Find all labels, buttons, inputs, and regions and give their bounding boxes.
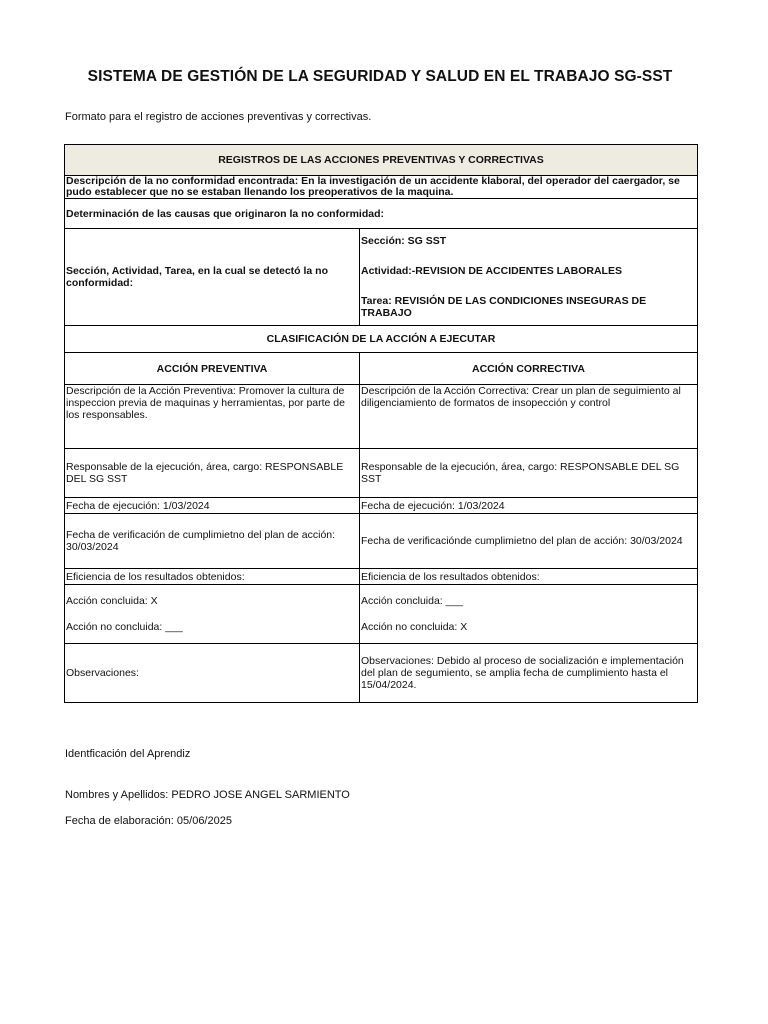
apprentice-names: Nombres y Apellidos: PEDRO JOSE ANGEL SARMIENTO	[65, 789, 350, 801]
activity-value: Actividad:-REVISION DE ACCIDENTES LABORALES	[361, 265, 622, 277]
document-title: SISTEMA DE GESTIÓN DE LA SEGURIDAD Y SALUD EN EL TRABAJO SG-SST	[87, 68, 673, 85]
corrective-execution-date: Fecha de ejecución: 1/03/2024	[360, 498, 698, 514]
classification-header: CLASIFICACIÓN DE LA ACCIÓN A EJECUTAR	[65, 326, 698, 353]
preventive-efficiency: Eficiencia de los resultados obtenidos:	[65, 569, 360, 585]
responsible-row	[65, 449, 698, 498]
preventive-description: Descripción de la Acción Preventiva: Promover la cultura de inspeccion previa de maquinas y herramientas, por parte de los responsables.	[65, 385, 360, 449]
verification-date-row	[65, 514, 698, 569]
action-headers-row	[65, 353, 698, 385]
preventive-concluded: Acción concluida: X	[66, 595, 158, 607]
corrective-responsible: Responsable de la ejecución, área, cargo: RESPONSABLE DEL SG SST	[360, 449, 698, 498]
efficiency-row	[65, 569, 698, 585]
preventive-responsible: Responsable de la ejecución, área, cargo: RESPONSABLE DEL SG SST	[65, 449, 360, 498]
preventive-observations: Observaciones:	[65, 644, 360, 703]
actions-form-table	[64, 144, 698, 703]
preventive-verification-date: Fecha de verificación de cumplimietno del plan de acción: 30/03/2024	[65, 514, 360, 569]
corrective-efficiency: Eficiencia de los resultados obtenidos:	[360, 569, 698, 585]
spacer	[66, 607, 358, 621]
classification-row	[65, 326, 698, 353]
preventive-not-concluded: Acción no concluida: ___	[66, 621, 183, 633]
conclusion-row	[65, 585, 698, 644]
task-value: Tarea: REVISIÓN DE LAS CONDICIONES INSEGURAS DE TRABAJO	[361, 295, 647, 319]
corrective-description: Descripción de la Acción Correctiva: Crear un plan de seguimiento al diligenciamiento de formatos de insopección y control	[360, 385, 698, 449]
causes-row	[65, 199, 698, 229]
form-main-header: REGISTROS DE LAS ACCIONES PREVENTIVAS Y CORRECTIVAS	[65, 145, 698, 176]
execution-date-row	[65, 498, 698, 514]
description-row	[65, 385, 698, 449]
nonconformity-description: Descripción de la no conformidad encontrada: En la investigación de un accidente klaboral, del operador del caergador, se pudo establecer que no se estaban llenando los preoperativos de la maquina.	[65, 176, 698, 199]
corrective-observations: Observaciones: Debido al proceso de socialización e implementación del plan de segumiento, se amplia fecha de cumplimiento hasta el 15/04/2024.	[360, 644, 698, 703]
preventive-header: ACCIÓN PREVENTIVA	[65, 353, 360, 385]
preventive-execution-date: Fecha de ejecución: 1/03/2024	[65, 498, 360, 514]
corrective-conclusion	[360, 585, 698, 644]
spacer	[361, 277, 696, 295]
section-row	[65, 229, 698, 326]
form-main-header-row	[65, 145, 698, 176]
apprentice-identification: Identficación del Aprendiz	[65, 748, 191, 760]
corrective-concluded: Acción concluida: ___	[361, 595, 464, 607]
nonconformity-row	[65, 176, 698, 199]
corrective-verification-date: Fecha de verificaciónde cumplimietno del plan de acción: 30/03/2024	[360, 514, 698, 569]
observations-row	[65, 644, 698, 703]
section-activity-task-label: Sección, Actividad, Tarea, en la cual se detectó la no conformidad:	[65, 229, 360, 326]
section-value: Sección: SG SST	[361, 235, 447, 247]
document-subtitle: Formato para el registro de acciones preventivas y correctivas.	[65, 111, 372, 123]
corrective-header: ACCIÓN CORRECTIVA	[360, 353, 698, 385]
preventive-conclusion	[65, 585, 360, 644]
spacer	[361, 247, 696, 265]
corrective-not-concluded: Acción no concluida: X	[361, 621, 468, 633]
section-activity-task-values	[360, 229, 698, 326]
causes-label: Determinación de las causas que originaron la no conformidad:	[65, 199, 698, 229]
spacer	[361, 607, 696, 621]
elaboration-date: Fecha de elaboración: 05/06/2025	[65, 815, 232, 827]
